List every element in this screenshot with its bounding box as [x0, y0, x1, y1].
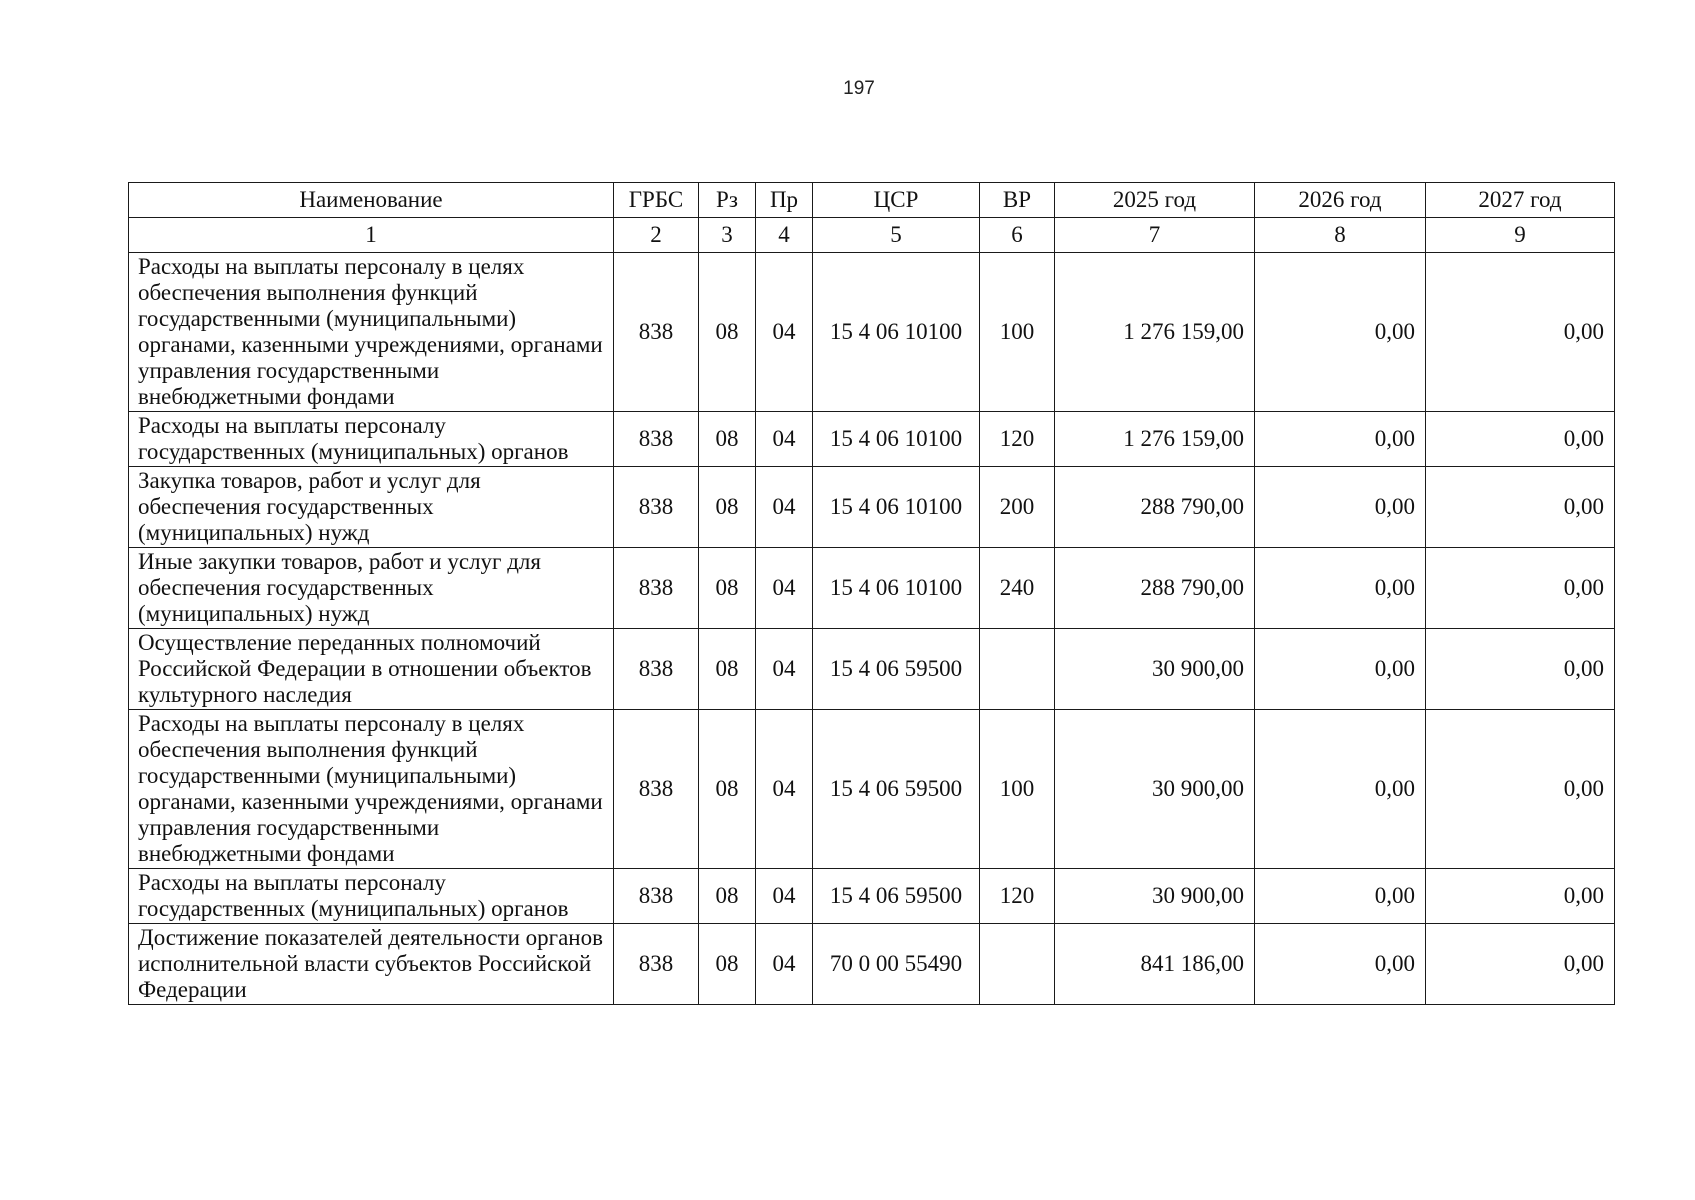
header-2026: 2026 год	[1255, 183, 1426, 218]
row-rz-cell: 08	[699, 253, 756, 412]
column-index: 6	[980, 218, 1055, 253]
row-rz-cell: 08	[699, 467, 756, 548]
row-2025-cell: 1 276 159,00	[1055, 253, 1255, 412]
row-2026-cell: 0,00	[1255, 710, 1426, 869]
header-rz: Рз	[699, 183, 756, 218]
row-rz-cell: 08	[699, 629, 756, 710]
row-2027-cell: 0,00	[1426, 869, 1615, 924]
column-index: 9	[1426, 218, 1615, 253]
row-grbs-cell: 838	[614, 629, 699, 710]
row-name-cell: Расходы на выплаты персоналу в целях обеспечения выполнения функций государственными (муниципальными) органами, казенными учреждениями, органами управления государственными внебюджетными фондами	[129, 710, 614, 869]
row-vr-cell: 200	[980, 467, 1055, 548]
column-index: 3	[699, 218, 756, 253]
table-row	[129, 412, 1615, 467]
row-2026-cell: 0,00	[1255, 548, 1426, 629]
row-vr-cell: 100	[980, 253, 1055, 412]
row-2025-cell: 30 900,00	[1055, 710, 1255, 869]
row-name-cell: Закупка товаров, работ и услуг для обеспечения государственных (муниципальных) нужд	[129, 467, 614, 548]
row-2027-cell: 0,00	[1426, 253, 1615, 412]
row-csr-cell: 15 4 06 59500	[813, 629, 980, 710]
column-index: 4	[756, 218, 813, 253]
table-row	[129, 253, 1615, 412]
row-rz-cell: 08	[699, 710, 756, 869]
column-index: 2	[614, 218, 699, 253]
header-2025: 2025 год	[1055, 183, 1255, 218]
row-2025-cell: 288 790,00	[1055, 548, 1255, 629]
row-pr-cell: 04	[756, 253, 813, 412]
row-vr-cell: 240	[980, 548, 1055, 629]
row-2025-cell: 841 186,00	[1055, 924, 1255, 1005]
row-rz-cell: 08	[699, 548, 756, 629]
row-2025-cell: 30 900,00	[1055, 869, 1255, 924]
row-vr-cell: 120	[980, 869, 1055, 924]
row-2025-cell: 288 790,00	[1055, 467, 1255, 548]
row-2026-cell: 0,00	[1255, 253, 1426, 412]
row-csr-cell: 70 0 00 55490	[813, 924, 980, 1005]
row-vr-cell: 120	[980, 412, 1055, 467]
row-pr-cell: 04	[756, 710, 813, 869]
row-name-cell: Иные закупки товаров, работ и услуг для обеспечения государственных (муниципальных) нужд	[129, 548, 614, 629]
row-csr-cell: 15 4 06 10100	[813, 548, 980, 629]
column-index: 5	[813, 218, 980, 253]
row-grbs-cell: 838	[614, 253, 699, 412]
row-grbs-cell: 838	[614, 548, 699, 629]
table-row	[129, 869, 1615, 924]
row-vr-cell: 100	[980, 710, 1055, 869]
column-index: 1	[129, 218, 614, 253]
row-rz-cell: 08	[699, 869, 756, 924]
budget-table	[128, 182, 1615, 1005]
table-row	[129, 548, 1615, 629]
row-2027-cell: 0,00	[1426, 710, 1615, 869]
row-rz-cell: 08	[699, 924, 756, 1005]
row-2026-cell: 0,00	[1255, 924, 1426, 1005]
row-grbs-cell: 838	[614, 412, 699, 467]
row-2027-cell: 0,00	[1426, 629, 1615, 710]
row-2026-cell: 0,00	[1255, 467, 1426, 548]
table-row	[129, 924, 1615, 1005]
table-row	[129, 629, 1615, 710]
row-2026-cell: 0,00	[1255, 869, 1426, 924]
row-name-cell: Расходы на выплаты персоналу в целях обеспечения выполнения функций государственными (муниципальными) органами, казенными учреждениями, органами управления государственными внебюджетными фондами	[129, 253, 614, 412]
header-pr: Пр	[756, 183, 813, 218]
row-2027-cell: 0,00	[1426, 548, 1615, 629]
row-csr-cell: 15 4 06 59500	[813, 710, 980, 869]
header-name: Наименование	[129, 183, 614, 218]
column-index: 7	[1055, 218, 1255, 253]
row-csr-cell: 15 4 06 59500	[813, 869, 980, 924]
row-pr-cell: 04	[756, 629, 813, 710]
row-name-cell: Достижение показателей деятельности органов исполнительной власти субъектов Российской Федерации	[129, 924, 614, 1005]
row-2027-cell: 0,00	[1426, 467, 1615, 548]
row-csr-cell: 15 4 06 10100	[813, 467, 980, 548]
table-row	[129, 710, 1615, 869]
row-csr-cell: 15 4 06 10100	[813, 412, 980, 467]
row-pr-cell: 04	[756, 467, 813, 548]
row-pr-cell: 04	[756, 869, 813, 924]
row-2025-cell: 30 900,00	[1055, 629, 1255, 710]
row-grbs-cell: 838	[614, 710, 699, 869]
row-rz-cell: 08	[699, 412, 756, 467]
page-number: 197	[843, 78, 875, 99]
row-grbs-cell: 838	[614, 924, 699, 1005]
row-pr-cell: 04	[756, 548, 813, 629]
header-row	[129, 183, 1615, 218]
row-2027-cell: 0,00	[1426, 412, 1615, 467]
header-vr: ВР	[980, 183, 1055, 218]
row-name-cell: Расходы на выплаты персоналу государственных (муниципальных) органов	[129, 869, 614, 924]
column-index-row	[129, 218, 1615, 253]
row-pr-cell: 04	[756, 412, 813, 467]
row-vr-cell	[980, 629, 1055, 710]
header-2027: 2027 год	[1426, 183, 1615, 218]
row-2026-cell: 0,00	[1255, 629, 1426, 710]
row-vr-cell	[980, 924, 1055, 1005]
column-index: 8	[1255, 218, 1426, 253]
row-csr-cell: 15 4 06 10100	[813, 253, 980, 412]
header-csr: ЦСР	[813, 183, 980, 218]
row-grbs-cell: 838	[614, 869, 699, 924]
row-grbs-cell: 838	[614, 467, 699, 548]
row-name-cell: Расходы на выплаты персоналу государственных (муниципальных) органов	[129, 412, 614, 467]
table-row	[129, 467, 1615, 548]
row-2027-cell: 0,00	[1426, 924, 1615, 1005]
row-2026-cell: 0,00	[1255, 412, 1426, 467]
row-pr-cell: 04	[756, 924, 813, 1005]
row-2025-cell: 1 276 159,00	[1055, 412, 1255, 467]
row-name-cell: Осуществление переданных полномочий Российской Федерации в отношении объектов культурного наследия	[129, 629, 614, 710]
header-grbs: ГРБС	[614, 183, 699, 218]
